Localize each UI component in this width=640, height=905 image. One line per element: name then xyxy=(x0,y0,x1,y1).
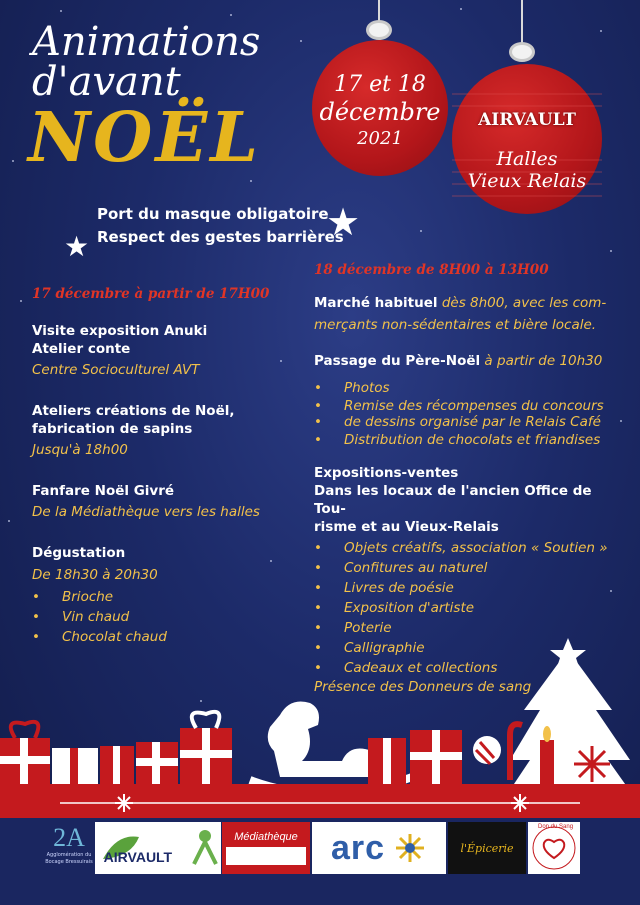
notice-mask: Port du masque obligatoire xyxy=(97,205,329,223)
event-subtitle: Dans les locaux de l'ancien Office de Tou- xyxy=(314,483,592,517)
ornament-cap xyxy=(366,20,392,40)
logo-epicerie xyxy=(448,822,526,874)
notice-barriers: Respect des gestes barrières xyxy=(97,228,344,246)
list-item: • Photos xyxy=(314,378,624,398)
blood-donors-note: Présence des Donneurs de sang xyxy=(314,679,532,695)
star-icon: ★ xyxy=(326,200,361,244)
logo-mediatheque xyxy=(222,822,310,874)
event-title: Passage du Père-Noël xyxy=(314,353,481,369)
star-icon: ★ xyxy=(64,230,90,263)
place-town: AIRVAULT xyxy=(478,110,576,130)
event-block xyxy=(32,322,302,380)
heart-icon xyxy=(530,824,578,872)
event-title: Atelier conte xyxy=(32,341,131,357)
logo-agglo xyxy=(44,824,94,876)
gifts-decoration xyxy=(0,630,640,820)
list-item: • Distribution de chocolats et friandises xyxy=(314,430,624,450)
event-title: Dégustation xyxy=(32,545,126,561)
flower-icon xyxy=(393,831,427,865)
event-title: Expositions-ventes xyxy=(314,465,459,481)
date-ornament xyxy=(312,40,448,176)
logo-don-du-sang xyxy=(528,822,580,874)
logo-agglo-sub: Agglomération du Bocage Bressuirais xyxy=(45,852,93,865)
logo-arc xyxy=(312,822,446,874)
date-line-1: 17 et 18 xyxy=(334,72,426,97)
event-title: fabrication de sapins xyxy=(32,421,193,437)
event-detail: De la Médiathèque vers les halles xyxy=(32,504,260,520)
list-item: • Poterie xyxy=(314,618,624,638)
santa-list xyxy=(314,378,624,450)
market-block xyxy=(314,292,624,336)
logo-media-strip xyxy=(226,847,306,865)
event-detail: Jusqu'à 18h00 xyxy=(32,442,128,458)
ornament-string-2 xyxy=(521,0,523,44)
santa-block xyxy=(314,352,624,450)
logo-epicerie-text: l'Épicerie xyxy=(460,841,514,855)
list-item: • Exposition d'artiste xyxy=(314,598,624,618)
list-item: • Vin chaud xyxy=(32,607,302,627)
event-title: Fanfare Noël Givré xyxy=(32,483,175,499)
logo-arc-text: arc xyxy=(330,828,386,867)
event-subtitle: risme et au Vieux-Relais xyxy=(314,519,499,535)
list-item: • Chocolat chaud xyxy=(32,627,302,647)
logo-airvault xyxy=(95,822,221,874)
event-block xyxy=(32,402,302,460)
event-detail: merçants non-sédentaires et bière locale. xyxy=(314,317,597,333)
logo-sang-text: Don du Sang xyxy=(538,824,574,830)
event-detail: Centre Socioculturel AVT xyxy=(32,362,200,378)
date-line-3: 2021 xyxy=(357,128,403,149)
left-column xyxy=(32,286,302,647)
place-line-2: Vieux Relais xyxy=(467,170,587,192)
event-detail: à partir de 10h30 xyxy=(480,353,603,369)
event-detail: dès 8h00, avec les com- xyxy=(437,295,607,311)
ornament-cap-2 xyxy=(509,42,535,62)
place-line-1: Halles xyxy=(496,148,558,170)
title-noel: NOËL xyxy=(28,98,262,178)
logo-media-text: Médiathèque xyxy=(234,831,298,843)
list-item: • de dessins organisé par le Relais Café xyxy=(314,414,624,430)
logo-airvault-text: AIRVAULT xyxy=(103,849,173,865)
event-detail: De 18h30 à 20h30 xyxy=(32,567,158,583)
event-block xyxy=(32,482,302,522)
event-title: Visite exposition Anuki xyxy=(32,323,208,339)
place-ornament xyxy=(452,64,602,214)
event-title: Marché habituel xyxy=(314,295,438,311)
right-date-heading: 18 décembre de 8H00 à 13H00 xyxy=(314,262,549,278)
person-icon xyxy=(188,828,221,868)
list-item: • Brioche xyxy=(32,587,302,607)
list-item: • Livres de poésie xyxy=(314,578,624,598)
list-item: • Remise des récompenses du concours xyxy=(314,398,624,414)
title-line-2: d'avant xyxy=(32,59,181,105)
date-line-2: décembre xyxy=(319,98,441,126)
event-title: Ateliers créations de Noël, xyxy=(32,403,235,419)
list-item: • Calligraphie xyxy=(314,638,624,658)
list-item: • Cadeaux et collections xyxy=(314,658,624,678)
list-item: • Confitures au naturel xyxy=(314,558,624,578)
logo-agglo-text: 2A xyxy=(53,823,85,852)
left-date-heading: 17 décembre à partir de 17H00 xyxy=(32,286,270,302)
title-line-1: Animations xyxy=(32,19,261,65)
list-item: • Objets créatifs, association « Soutien » xyxy=(314,538,624,558)
